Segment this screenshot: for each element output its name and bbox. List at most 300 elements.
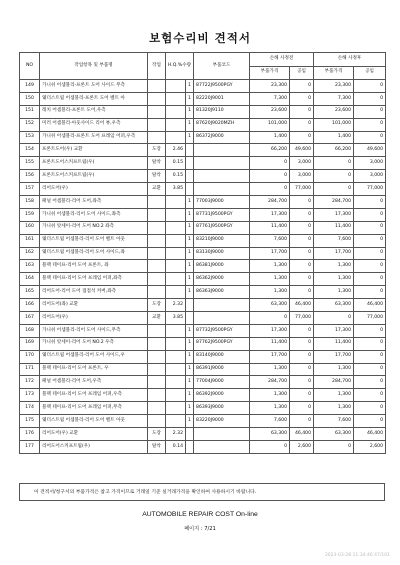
row-item-name: 패널 어셈블리-리어 도어,우측 xyxy=(40,376,148,389)
row-quantity: 1 xyxy=(186,273,194,286)
row-labor-after: 0 xyxy=(354,402,386,415)
row-part-code: 87722J9500PGY xyxy=(194,80,250,93)
table-row xyxy=(20,428,386,441)
table-row xyxy=(20,105,386,118)
table-row xyxy=(20,170,386,183)
row-parts-price-after: 63,300 xyxy=(314,428,354,441)
row-parts-price-before: 1,300 xyxy=(250,286,290,299)
row-no: 154 xyxy=(20,144,40,157)
row-quantity: 1 xyxy=(186,363,194,376)
row-hq-percent: 0.15 xyxy=(166,157,186,170)
row-item-name: 블랙 테이프-리어 도어 프론트, 우 xyxy=(40,363,148,376)
table-row xyxy=(20,299,386,312)
row-quantity xyxy=(186,144,194,157)
row-parts-price-before: 0 xyxy=(250,157,290,170)
row-quantity: 1 xyxy=(186,286,194,299)
row-no: 175 xyxy=(20,415,40,428)
row-labor-after: 46,400 xyxy=(354,428,386,441)
row-labor-after: 0 xyxy=(354,324,386,337)
row-labor-before: 77,000 xyxy=(290,312,314,325)
table-row xyxy=(20,312,386,325)
table-row xyxy=(20,440,386,453)
row-work-type xyxy=(148,337,166,350)
row-hq-percent xyxy=(166,402,186,415)
row-no: 170 xyxy=(20,350,40,363)
row-parts-price-after: 284,700 xyxy=(314,196,354,209)
table-row xyxy=(20,183,386,196)
row-labor-before: 0 xyxy=(290,247,314,260)
row-item-name: 가니쉬 어셈블리-프론트 도어 사이드 무측 xyxy=(40,80,148,93)
row-hq-percent: 3.85 xyxy=(166,183,186,196)
row-parts-price-after: 7,600 xyxy=(314,234,354,247)
row-item-name: 리어도어(우) xyxy=(40,183,148,196)
row-parts-price-after: 1,300 xyxy=(314,363,354,376)
header-labor-after: 공임 xyxy=(354,66,386,80)
row-labor-before: 0 xyxy=(290,80,314,93)
row-quantity xyxy=(186,170,194,183)
header-hq-qty xyxy=(166,53,194,80)
row-part-code: 83130J9000 xyxy=(194,247,250,260)
row-hq-percent xyxy=(166,363,186,376)
row-part-code xyxy=(194,299,250,312)
row-parts-price-after: 1,300 xyxy=(314,402,354,415)
row-item-name: 가니쉬 앗세이-리어 도어 NO.2 우측 xyxy=(40,337,148,350)
row-parts-price-after: 17,700 xyxy=(314,350,354,363)
row-quantity: 1 xyxy=(186,105,194,118)
table-row xyxy=(20,80,386,93)
row-parts-price-before: 101,000 xyxy=(250,118,290,131)
row-quantity: 1 xyxy=(186,376,194,389)
row-parts-price-before: 17,700 xyxy=(250,247,290,260)
row-part-code: 86381J9000 xyxy=(194,260,250,273)
row-quantity xyxy=(186,299,194,312)
row-parts-price-after: 0 xyxy=(314,183,354,196)
row-quantity: 1 xyxy=(186,196,194,209)
footer-title: AUTOMOBILE REPAIR COST On-line xyxy=(142,511,258,518)
row-no: 169 xyxy=(20,337,40,350)
row-labor-after: 0 xyxy=(354,208,386,221)
row-work-type xyxy=(148,389,166,402)
row-item-name: 가니쉬 어셈블리-리어 도어 사이드,좌측 xyxy=(40,208,148,221)
row-work-type: 탈착 xyxy=(148,157,166,170)
row-parts-price-after: 101,000 xyxy=(314,118,354,131)
row-part-code: 87762J9500PGY xyxy=(194,337,250,350)
row-parts-price-before: 1,300 xyxy=(250,389,290,402)
table-row xyxy=(20,221,386,234)
row-no: 166 xyxy=(20,299,40,312)
table-row xyxy=(20,260,386,273)
row-no: 157 xyxy=(20,183,40,196)
row-parts-price-after: 1,300 xyxy=(314,286,354,299)
row-labor-before: 0 xyxy=(290,260,314,273)
page-number: 페이지 : 7/21 xyxy=(184,526,216,532)
row-work-type xyxy=(148,80,166,93)
row-labor-after: 3,000 xyxy=(354,170,386,183)
row-parts-price-before: 7,600 xyxy=(250,415,290,428)
header-after-repair: 손해 사정후 xyxy=(314,53,386,67)
row-no: 151 xyxy=(20,105,40,118)
row-parts-price-after: 11,400 xyxy=(314,337,354,350)
header-no: NO xyxy=(20,53,40,80)
row-labor-after: 0 xyxy=(354,389,386,402)
row-quantity: 1 xyxy=(186,350,194,363)
row-part-code xyxy=(194,157,250,170)
row-item-name: 프론트도어스커프트립(우) xyxy=(40,170,148,183)
row-labor-before: 0 xyxy=(290,131,314,144)
row-parts-price-after: 63,300 xyxy=(314,299,354,312)
row-quantity xyxy=(186,183,194,196)
row-labor-after: 0 xyxy=(354,221,386,234)
row-no: 156 xyxy=(20,170,40,183)
row-parts-price-before: 66,200 xyxy=(250,144,290,157)
row-labor-before: 0 xyxy=(290,273,314,286)
row-parts-price-after: 17,300 xyxy=(314,208,354,221)
row-labor-after: 0 xyxy=(354,260,386,273)
row-parts-price-after: 0 xyxy=(314,170,354,183)
row-labor-before: 0 xyxy=(290,286,314,299)
row-labor-before: 0 xyxy=(290,350,314,363)
row-parts-price-after: 7,300 xyxy=(314,92,354,105)
row-work-type: 도장 xyxy=(148,428,166,441)
row-labor-after: 2,600 xyxy=(354,440,386,453)
header-item: 작업항목 및 부품명 xyxy=(40,53,148,80)
row-parts-price-before: 0 xyxy=(250,440,290,453)
row-labor-after: 0 xyxy=(354,350,386,363)
row-part-code: 83210J9000 xyxy=(194,234,250,247)
row-item-name: 웨더스트립 어셈블리-리어 도어 사이드,우 xyxy=(40,350,148,363)
row-parts-price-after: 1,300 xyxy=(314,389,354,402)
row-item-name: 래치 어셈블리-프론트 도어,우측 xyxy=(40,105,148,118)
table-row xyxy=(20,324,386,337)
row-labor-after: 77,000 xyxy=(354,312,386,325)
table-row xyxy=(20,337,386,350)
row-labor-before: 0 xyxy=(290,208,314,221)
row-quantity xyxy=(186,312,194,325)
header-labor-before: 공임 xyxy=(290,66,314,80)
row-quantity: 1 xyxy=(186,221,194,234)
row-quantity: 1 xyxy=(186,208,194,221)
row-no: 160 xyxy=(20,221,40,234)
table-row xyxy=(20,208,386,221)
row-item-name: 블랙 테이프-리어 도어 프레임 어퍼,우측 xyxy=(40,389,148,402)
row-labor-after: 0 xyxy=(354,80,386,93)
row-parts-price-after: 0 xyxy=(314,157,354,170)
table-row xyxy=(20,234,386,247)
row-parts-price-before: 17,700 xyxy=(250,350,290,363)
row-item-name: 리어도어(좌) 교환 xyxy=(40,299,148,312)
row-labor-after: 0 xyxy=(354,234,386,247)
row-parts-price-before: 17,300 xyxy=(250,324,290,337)
row-part-code: 87732J9500PGY xyxy=(194,324,250,337)
row-parts-price-before: 11,400 xyxy=(250,221,290,234)
row-hq-percent: 2.32 xyxy=(166,428,186,441)
row-item-name: 가니쉬 어셈블리-리어 도어 사이드,무측 xyxy=(40,324,148,337)
row-quantity xyxy=(186,157,194,170)
row-item-name: 가니쉬 어셈블리-프론트 도어 프레임 어퍼,우측 xyxy=(40,131,148,144)
row-labor-after: 0 xyxy=(354,273,386,286)
row-parts-price-after: 17,700 xyxy=(314,247,354,260)
table-row xyxy=(20,118,386,131)
row-work-type xyxy=(148,247,166,260)
row-work-type: 탈착 xyxy=(148,170,166,183)
row-parts-price-before: 1,300 xyxy=(250,402,290,415)
row-part-code: 77004J9000 xyxy=(194,376,250,389)
row-labor-before: 0 xyxy=(290,363,314,376)
row-work-type xyxy=(148,350,166,363)
row-labor-after: 0 xyxy=(354,415,386,428)
row-parts-price-before: 11,400 xyxy=(250,337,290,350)
row-item-name: 프론트도어(우) 교환 xyxy=(40,144,148,157)
row-labor-after: 77,000 xyxy=(354,183,386,196)
row-labor-before: 0 xyxy=(290,105,314,118)
row-labor-before: 0 xyxy=(290,221,314,234)
row-hq-percent: 2.32 xyxy=(166,299,186,312)
row-parts-price-before: 284,700 xyxy=(250,376,290,389)
row-part-code: 81320J9110 xyxy=(194,105,250,118)
header-parts-price-before: 부품가격 xyxy=(250,66,290,80)
table-row xyxy=(20,376,386,389)
row-no: 153 xyxy=(20,131,40,144)
row-hq-percent: 0.15 xyxy=(166,170,186,183)
row-hq-percent: 2.46 xyxy=(166,144,186,157)
row-quantity: 1 xyxy=(186,118,194,131)
row-no: 155 xyxy=(20,157,40,170)
row-parts-price-before: 1,300 xyxy=(250,363,290,376)
row-no: 167 xyxy=(20,312,40,325)
row-quantity: 1 xyxy=(186,260,194,273)
row-hq-percent xyxy=(166,196,186,209)
row-labor-before: 0 xyxy=(290,234,314,247)
row-no: 161 xyxy=(20,234,40,247)
row-parts-price-after: 7,600 xyxy=(314,415,354,428)
row-no: 165 xyxy=(20,286,40,299)
row-hq-percent xyxy=(166,350,186,363)
header-parts-price-after: 부품가격 xyxy=(314,66,354,80)
row-parts-price-before: 1,400 xyxy=(250,131,290,144)
print-timestamp: 2023-03-28 11:34:46 47/101 xyxy=(324,553,390,558)
row-labor-after: 0 xyxy=(354,376,386,389)
row-item-name: 블랙 테이프-리어 도어 프레임 어퍼,좌측 xyxy=(40,273,148,286)
row-work-type: 도장 xyxy=(148,144,166,157)
row-labor-before: 3,000 xyxy=(290,170,314,183)
row-parts-price-after: 1,300 xyxy=(314,273,354,286)
table-row xyxy=(20,131,386,144)
row-labor-before: 49,600 xyxy=(290,144,314,157)
row-no: 173 xyxy=(20,389,40,402)
row-hq-percent xyxy=(166,260,186,273)
table-row xyxy=(20,389,386,402)
row-hq-percent xyxy=(166,389,186,402)
row-parts-price-after: 23,300 xyxy=(314,80,354,93)
row-work-type xyxy=(148,92,166,105)
row-parts-price-before: 0 xyxy=(250,312,290,325)
row-parts-price-after: 17,300 xyxy=(314,324,354,337)
row-quantity: 1 xyxy=(186,324,194,337)
row-labor-before: 0 xyxy=(290,415,314,428)
row-part-code: 87761J9500PGY xyxy=(194,221,250,234)
row-parts-price-after: 0 xyxy=(314,440,354,453)
row-labor-after: 3,000 xyxy=(354,157,386,170)
row-quantity: 1 xyxy=(186,80,194,93)
row-hq-percent xyxy=(166,337,186,350)
row-labor-before: 0 xyxy=(290,389,314,402)
row-labor-before: 77,000 xyxy=(290,183,314,196)
row-work-type: 탈착 xyxy=(148,440,166,453)
row-work-type xyxy=(148,363,166,376)
table-row xyxy=(20,92,386,105)
row-no: 172 xyxy=(20,376,40,389)
header-qty: 수량 xyxy=(182,62,192,68)
row-work-type xyxy=(148,273,166,286)
row-part-code: 86392J9000 xyxy=(194,389,250,402)
row-labor-after: 0 xyxy=(354,363,386,376)
row-part-code xyxy=(194,183,250,196)
row-parts-price-after: 66,200 xyxy=(314,144,354,157)
row-no: 164 xyxy=(20,273,40,286)
row-hq-percent xyxy=(166,273,186,286)
row-parts-price-after: 0 xyxy=(314,312,354,325)
row-hq-percent xyxy=(166,105,186,118)
row-part-code: 86362J9000 xyxy=(194,273,250,286)
row-no: 174 xyxy=(20,402,40,415)
row-no: 162 xyxy=(20,247,40,260)
row-parts-price-after: 23,600 xyxy=(314,105,354,118)
row-item-name: 블랙 테이프-리어 도어 프레임 어퍼,무측 xyxy=(40,402,148,415)
row-work-type xyxy=(148,196,166,209)
row-work-type xyxy=(148,118,166,131)
row-hq-percent xyxy=(166,208,186,221)
row-labor-after: 0 xyxy=(354,92,386,105)
table-row xyxy=(20,363,386,376)
row-part-code: 86372J9000 xyxy=(194,131,250,144)
table-row xyxy=(20,144,386,157)
row-hq-percent xyxy=(166,286,186,299)
row-parts-price-before: 17,300 xyxy=(250,208,290,221)
table-row xyxy=(20,247,386,260)
row-parts-price-before: 0 xyxy=(250,183,290,196)
row-part-code: 87731J9500PGY xyxy=(194,208,250,221)
row-labor-before: 46,400 xyxy=(290,428,314,441)
row-labor-before: 2,600 xyxy=(290,440,314,453)
row-no: 176 xyxy=(20,428,40,441)
row-hq-percent xyxy=(166,92,186,105)
row-item-name: 리어도어(우) xyxy=(40,312,148,325)
row-labor-before: 46,400 xyxy=(290,299,314,312)
row-no: 163 xyxy=(20,260,40,273)
row-work-type xyxy=(148,324,166,337)
row-item-name: 리어도어-리어 도어 접점석 커버,좌측 xyxy=(40,286,148,299)
row-labor-before: 0 xyxy=(290,92,314,105)
row-labor-before: 0 xyxy=(290,376,314,389)
row-labor-after: 49,600 xyxy=(354,144,386,157)
row-part-code xyxy=(194,428,250,441)
row-hq-percent xyxy=(166,247,186,260)
estimate-table-body xyxy=(20,80,386,454)
row-quantity: 1 xyxy=(186,234,194,247)
row-work-type xyxy=(148,260,166,273)
row-part-code xyxy=(194,312,250,325)
row-quantity: 1 xyxy=(186,131,194,144)
row-part-code: 86393J9000 xyxy=(194,402,250,415)
row-item-name: 웨더스트립 어셈블리-프론트 도어 벨트 아 xyxy=(40,92,148,105)
row-no: 159 xyxy=(20,208,40,221)
row-item-name: 블랙 테이프-리어 도어 프론트, 좌 xyxy=(40,260,148,273)
row-parts-price-before: 7,300 xyxy=(250,92,290,105)
estimate-table-wrapper xyxy=(19,52,385,454)
row-no: 168 xyxy=(20,324,40,337)
row-parts-price-before: 7,600 xyxy=(250,234,290,247)
row-part-code: 77003J9000 xyxy=(194,196,250,209)
row-parts-price-before: 1,300 xyxy=(250,273,290,286)
row-hq-percent xyxy=(166,131,186,144)
row-hq-percent xyxy=(166,376,186,389)
row-labor-after: 0 xyxy=(354,118,386,131)
row-part-code xyxy=(194,170,250,183)
row-hq-percent: 0.14 xyxy=(166,440,186,453)
header-work: 작업 xyxy=(148,53,166,80)
row-work-type xyxy=(148,105,166,118)
row-item-name: 리어도어스커프트립(우) xyxy=(40,440,148,453)
table-row xyxy=(20,415,386,428)
row-labor-after: 0 xyxy=(354,247,386,260)
table-row xyxy=(20,157,386,170)
row-quantity: 1 xyxy=(186,92,194,105)
row-quantity: 1 xyxy=(186,415,194,428)
row-no: 177 xyxy=(20,440,40,453)
row-item-name: 프론트도어스커프트립(우) xyxy=(40,157,148,170)
row-quantity xyxy=(186,440,194,453)
row-part-code: 82220J9001 xyxy=(194,92,250,105)
row-labor-after: 0 xyxy=(354,105,386,118)
row-no: 149 xyxy=(20,80,40,93)
table-row xyxy=(20,350,386,363)
row-work-type xyxy=(148,402,166,415)
row-work-type xyxy=(148,131,166,144)
row-part-code xyxy=(194,144,250,157)
table-row xyxy=(20,196,386,209)
row-hq-percent xyxy=(166,118,186,131)
row-labor-after: 0 xyxy=(354,131,386,144)
table-row xyxy=(20,402,386,415)
header-hq: H.Q.% xyxy=(167,62,183,68)
row-hq-percent xyxy=(166,234,186,247)
row-part-code: 83220J9000 xyxy=(194,415,250,428)
row-labor-after: 46,400 xyxy=(354,299,386,312)
row-labor-before: 0 xyxy=(290,324,314,337)
row-parts-price-before: 284,700 xyxy=(250,196,290,209)
row-part-code: 86391J9000 xyxy=(194,363,250,376)
row-parts-price-before: 63,300 xyxy=(250,299,290,312)
row-part-code: 87620J9020MZH xyxy=(194,118,250,131)
row-parts-price-after: 284,700 xyxy=(314,376,354,389)
row-hq-percent xyxy=(166,80,186,93)
row-labor-after: 0 xyxy=(354,196,386,209)
row-work-type xyxy=(148,376,166,389)
row-parts-price-before: 63,300 xyxy=(250,428,290,441)
row-no: 158 xyxy=(20,196,40,209)
row-labor-before: 0 xyxy=(290,118,314,131)
row-item-name: 미러 어셈블리-아웃사이드 리어 뷰,우측 xyxy=(40,118,148,131)
row-labor-before: 3,000 xyxy=(290,157,314,170)
row-quantity: 1 xyxy=(186,402,194,415)
row-labor-before: 0 xyxy=(290,337,314,350)
row-work-type: 교환 xyxy=(148,183,166,196)
row-labor-before: 0 xyxy=(290,402,314,415)
row-item-name: 웨더스트립 어셈블리-리어 도어 사이드,좌 xyxy=(40,247,148,260)
row-parts-price-after: 1,300 xyxy=(314,260,354,273)
table-row xyxy=(20,286,386,299)
row-quantity xyxy=(186,428,194,441)
